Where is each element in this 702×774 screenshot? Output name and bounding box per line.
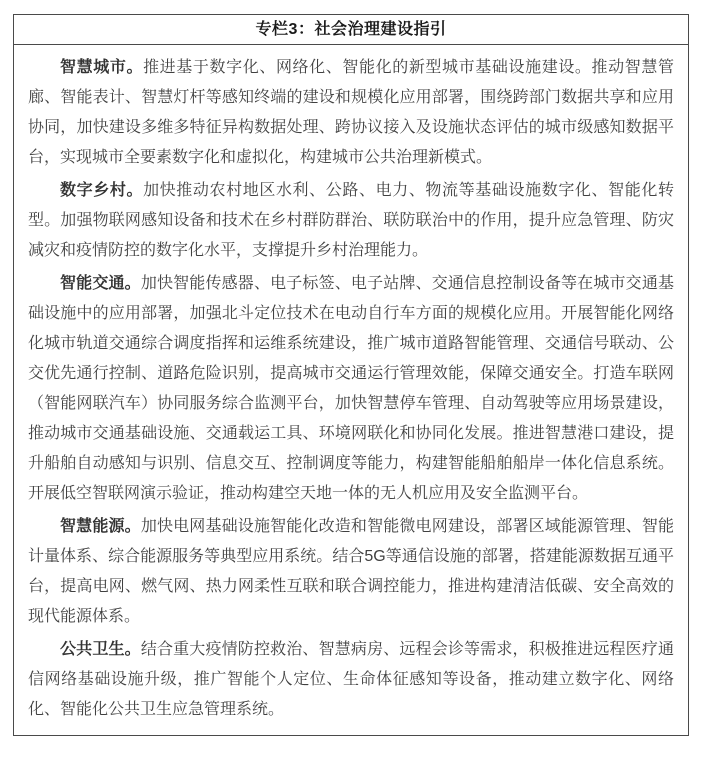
box-body (14, 45, 688, 735)
paragraph-text: 加快推动农村地区水利、公路、电力、物流等基础设施数字化、智能化转型。加强物联网感知设备和技术在乡村群防群治、联防联治中的作用，提升应急管理、防灾减灾和疫情防控的数字化水平，支撑提升乡村治理能力。 (28, 182, 674, 259)
paragraph-text: 加快智能传感器、电子标签、电子站牌、交通信息控制设备等在城市交通基础设施中的应用部署，加强北斗定位技术在电动自行车方面的规模化应用。开展智能化网络化城市轨道交通综合调度指挥和运维系统建设，推广城市道路智能管理、交通信号联动、公交优先通行控制、道路危险识别，提高城市交通运行管理效能，保障交通安全。打造车联网（智能网联汽车）协同服务综合监测平台，加快智慧停车管理、自动驾驶等应用场景建设，推动城市交通基础设施、交通载运工具、环境网联化和协同化发展。推进智慧港口建设，提升船舶自动感知与识别、信息交互、控制调度等能力，构建智能船舶船岸一体化信息系统。开展低空智联网演示验证，推动构建空天地一体的无人机应用及安全监测平台。 (28, 275, 674, 502)
paragraph-text: 推进基于数字化、网络化、智能化的新型城市基础设施建设。推动智慧管廊、智能表计、智慧灯杆等感知终端的建设和规模化应用部署，围绕跨部门数据共享和应用协同，加快建设多维多特征异构数据处理、跨协议接入及设施状态评估的城市级感知数据平台，实现城市全要素数字化和虚拟化，构建城市公共治理新模式。 (28, 59, 674, 166)
paragraph-smart-city (28, 53, 674, 173)
paragraph-public-health (28, 635, 674, 725)
paragraph-smart-energy (28, 512, 674, 632)
paragraph-intelligent-transport (28, 269, 674, 509)
box-title: 专栏3：社会治理建设指引 (14, 15, 688, 45)
paragraph-text: 结合重大疫情防控救治、智慧病房、远程会诊等需求，积极推进远程医疗通信网络基础设施升级，推广智能个人定位、生命体征感知等设备，推动建立数字化、网络化、智能化公共卫生应急管理系统。 (28, 641, 674, 718)
paragraph-term: 智慧城市。 (60, 59, 144, 76)
paragraph-term: 智慧能源。 (60, 518, 141, 535)
paragraph-term: 智能交通。 (60, 275, 141, 292)
paragraph-term: 公共卫生。 (60, 641, 141, 658)
paragraph-digital-village (28, 176, 674, 266)
paragraph-term: 数字乡村。 (60, 182, 144, 199)
paragraph-text: 加快电网基础设施智能化改造和智能微电网建设，部署区域能源管理、智能计量体系、综合能源服务等典型应用系统。结合5G等通信设施的部署，搭建能源数据互通平台，提高电网、燃气网、热力网柔性互联和联合调控能力，推进构建清洁低碳、安全高效的现代能源体系。 (28, 518, 674, 625)
callout-box (13, 14, 689, 736)
